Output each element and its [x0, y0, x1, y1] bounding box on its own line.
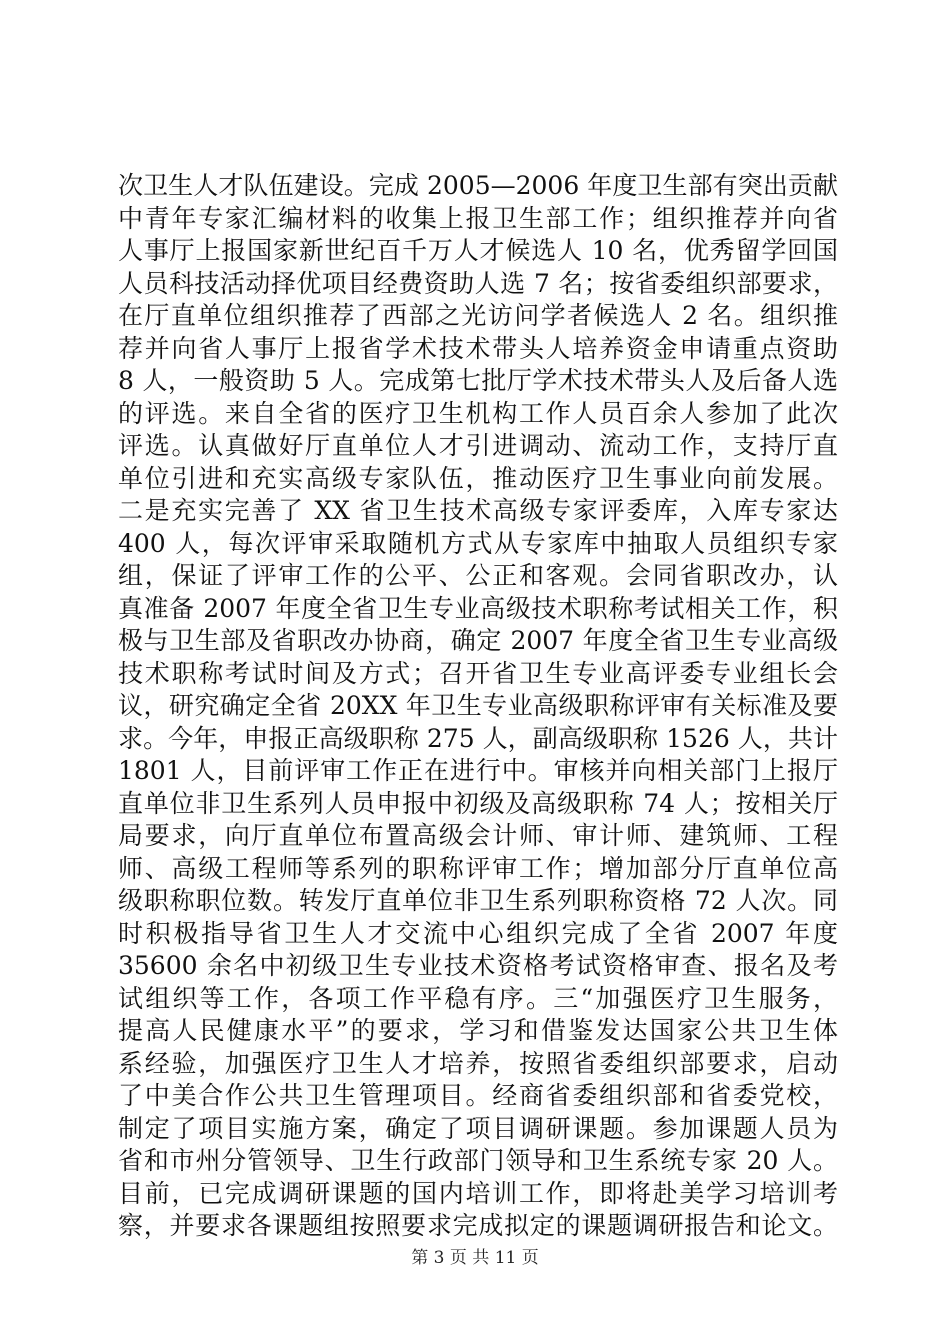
body-paragraph: [118, 170, 838, 1243]
text-line: 真准备 2007 年度全省卫生专业高级技术职称考试相关工作，积: [118, 593, 838, 623]
text-line: 的评选。来自全省的医疗卫生机构工作人员百余人参加了此次: [118, 398, 838, 428]
text-line: 议，研究确定全省 20XX 年卫生专业高级职称评审有关标准及要: [118, 691, 838, 720]
text-line: 人事厅上报国家新世纪百千万人才候选人 10 名，优秀留学回国: [118, 236, 838, 265]
text-line: 察，并要求各课题组按照要求完成拟定的课题调研报告和论文。: [118, 1211, 838, 1240]
text-line: 中青年专家汇编材料的收集上报卫生部工作；组织推荐并向省: [118, 203, 838, 233]
text-line: 400 人，每次评审采取随机方式从专家库中抽取人员组织专家: [118, 528, 838, 558]
text-line: 人员科技活动择优项目经费资助人选 7 名；按省委组织部要求，: [118, 268, 838, 298]
text-line: 二是充实完善了 XX 省卫生技术高级专家评委库，入库专家达: [118, 496, 838, 525]
text-line: 直单位非卫生系列人员申报中初级及高级职称 74 人；按相关厅: [118, 788, 838, 818]
text-line: 1801 人，目前评审工作正在进行中。审核并向相关部门上报厅: [118, 756, 838, 785]
text-line: 技术职称考试时间及方式；召开省卫生专业高评委专业组长会: [118, 658, 838, 688]
text-line: 制定了项目实施方案，确定了项目调研课题。参加课题人员为: [118, 1113, 838, 1143]
text-line: 目前，已完成调研课题的国内培训工作，即将赴美学习培训考: [118, 1178, 838, 1208]
text-line: 省和市州分管领导、卫生行政部门领导和卫生系统专家 20 人。: [118, 1146, 838, 1175]
text-line: 提高人民健康水平”的要求，学习和借鉴发达国家公共卫生体: [118, 1016, 838, 1045]
text-line: 局要求，向厅直单位布置高级会计师、审计师、建筑师、工程: [118, 821, 838, 850]
text-line: 求。今年，申报正高级职称 275 人，副高级职称 1526 人，共计: [118, 723, 838, 753]
text-line: 荐并向省人事厅上报省学术技术带头人培养资金申请重点资助: [118, 333, 838, 363]
text-line: 35600 余名中初级卫生专业技术资格考试资格审查、报名及考: [118, 951, 838, 980]
text-line: 师、高级工程师等系列的职称评审工作；增加部分厅直单位高: [118, 853, 838, 883]
text-line: 极与卫生部及省职改办协商，确定 2007 年度全省卫生专业高级: [118, 626, 838, 655]
text-line: 组，保证了评审工作的公平、公正和客观。会同省职改办，认: [118, 561, 838, 590]
text-line: 系经验，加强医疗卫生人才培养，按照省委组织部要求，启动: [118, 1048, 838, 1078]
text-line: 在厅直单位组织推荐了西部之光访问学者候选人 2 名。组织推: [118, 301, 838, 330]
text-line: 评选。认真做好厅直单位人才引进调动、流动工作，支持厅直: [118, 431, 838, 460]
page-footer: 第 3 页 共 11 页: [411, 1248, 539, 1268]
text-line: 次卫生人才队伍建设。完成 2005—2006 年度卫生部有突出贡献: [118, 171, 838, 200]
text-line: 级职称职位数。转发厅直单位非卫生系列职称资格 72 人次。同: [118, 886, 838, 915]
text-line: 时积极指导省卫生人才交流中心组织完成了全省 2007 年度: [118, 918, 838, 948]
text-line: 试组织等工作，各项工作平稳有序。三“加强医疗卫生服务，: [118, 983, 838, 1013]
text-line: 单位引进和充实高级专家队伍，推动医疗卫生事业向前发展。: [118, 463, 838, 493]
text-line: 8 人，一般资助 5 人。完成第七批厅学术技术带头人及后备人选: [118, 366, 838, 395]
text-line: 了中美合作公共卫生管理项目。经商省委组织部和省委党校，: [118, 1081, 838, 1110]
